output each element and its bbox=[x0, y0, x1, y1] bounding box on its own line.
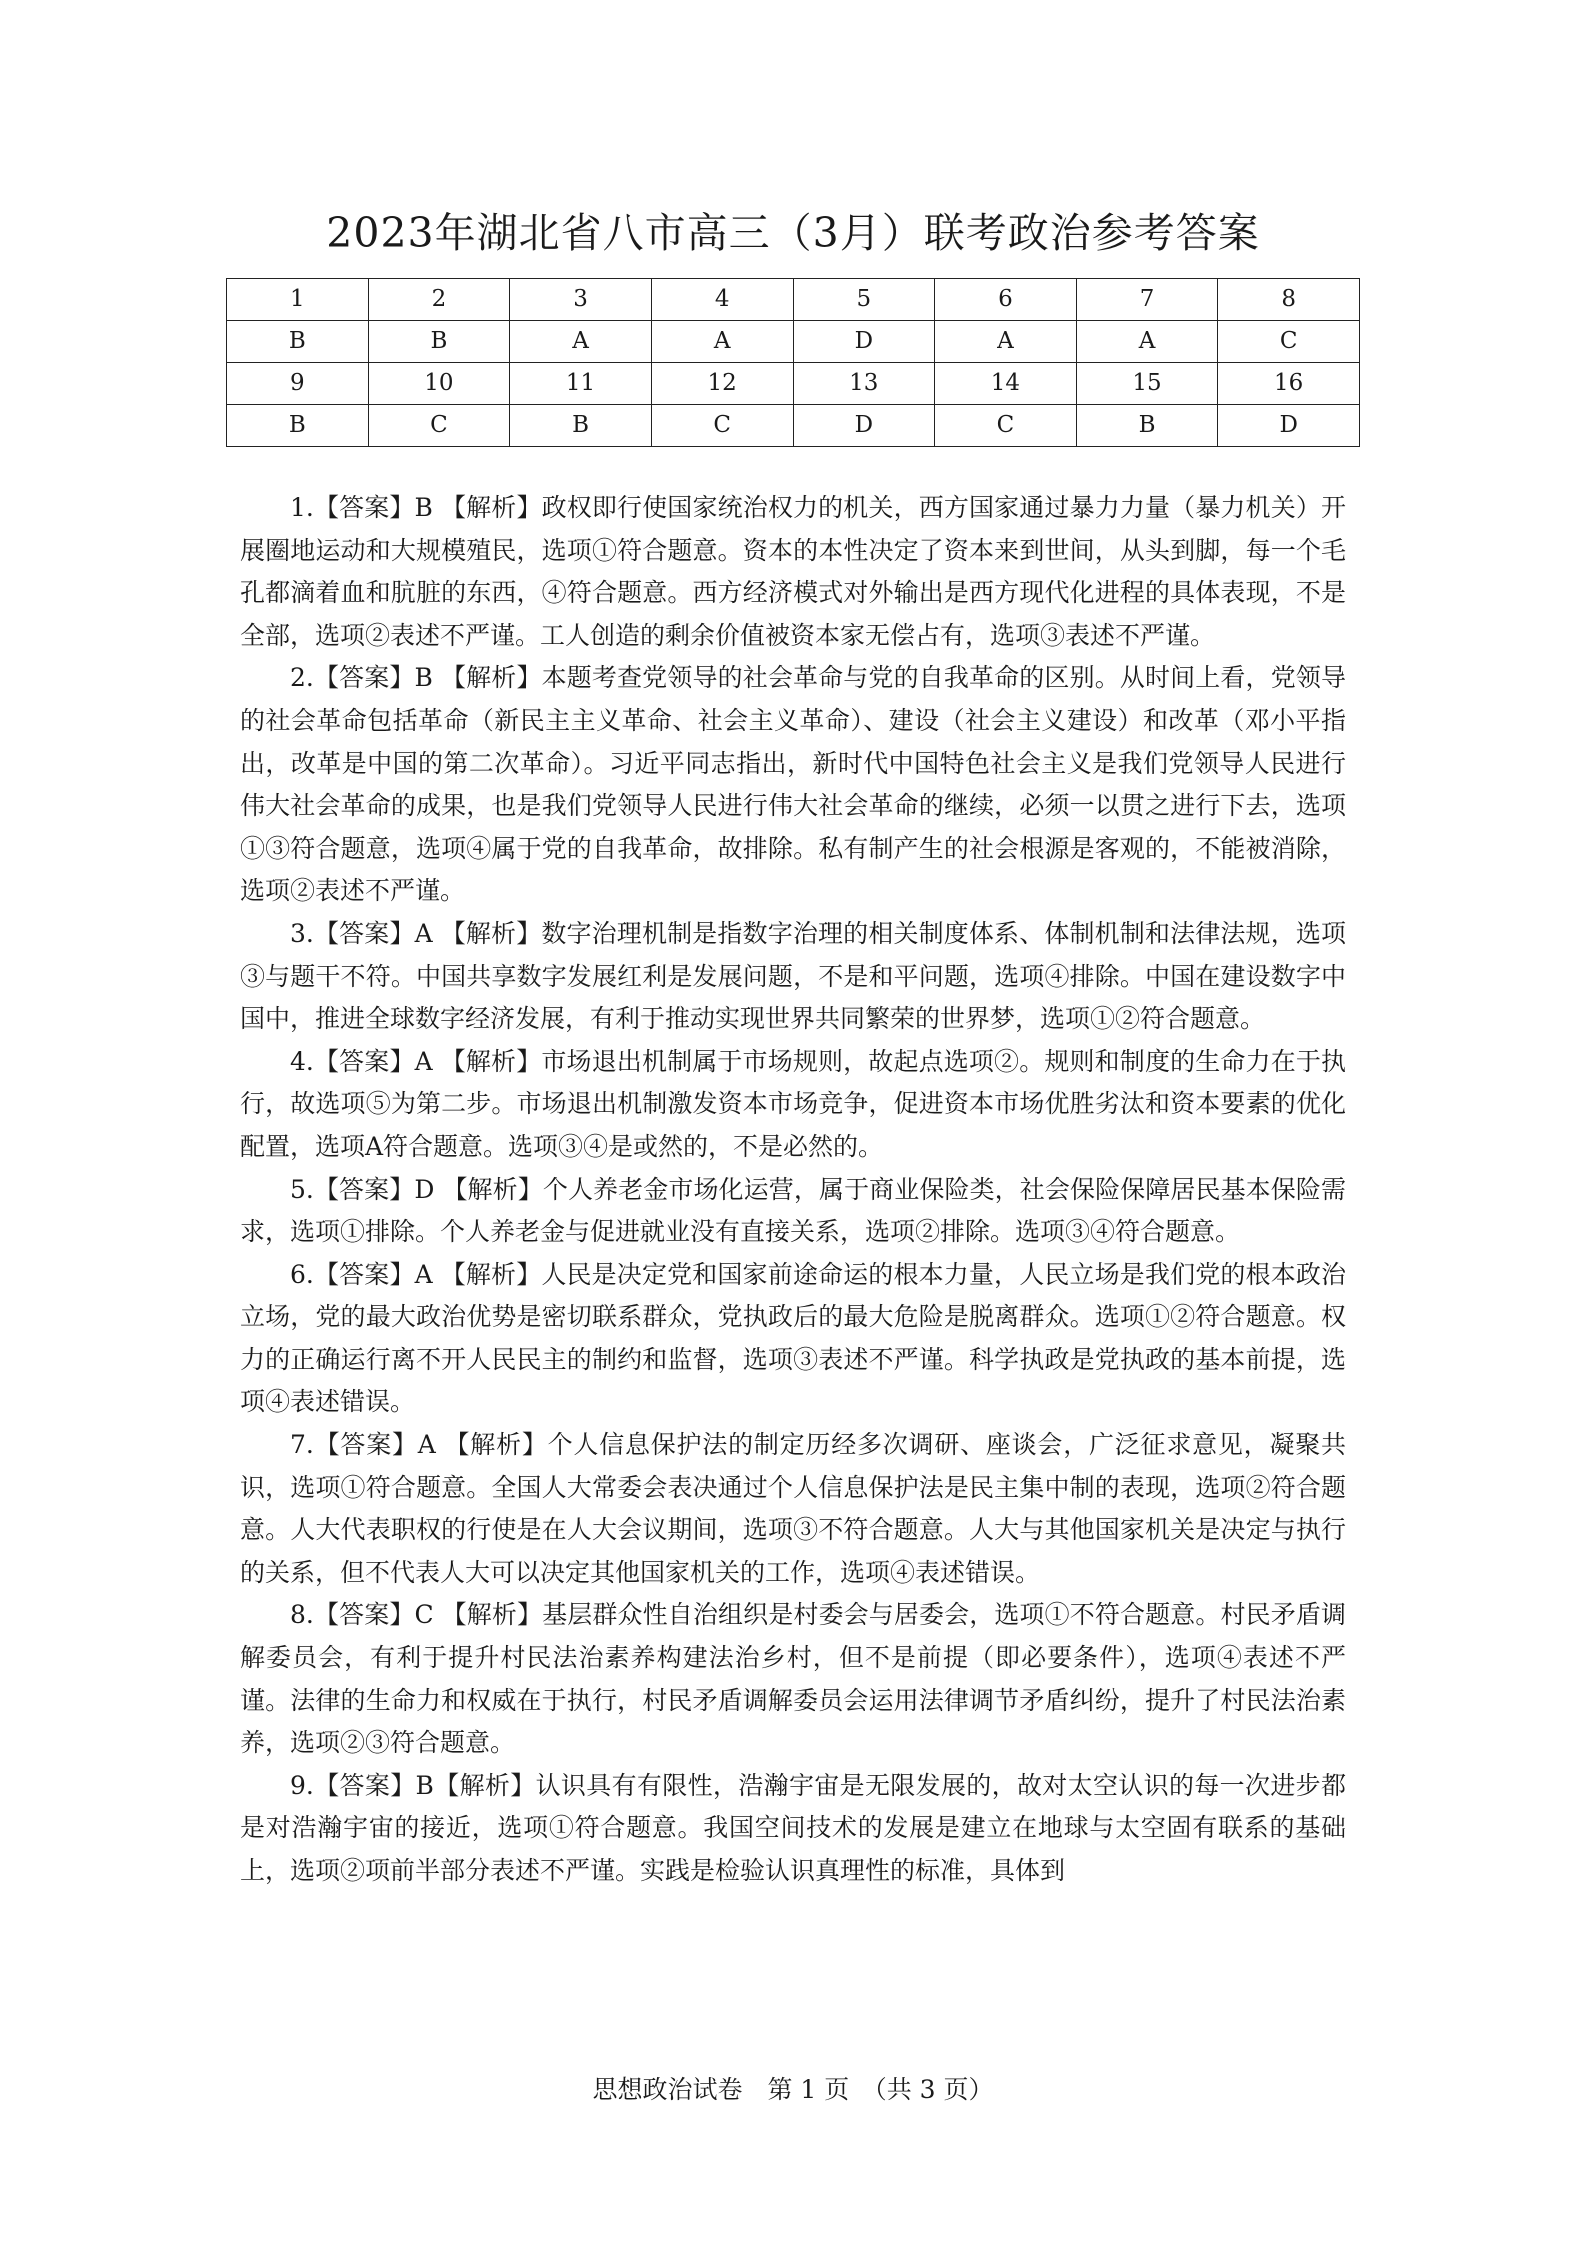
explanation-paragraph: 8.【答案】C 【解析】基层群众性自治组织是村委会与居委会，选项①不符合题意。村民矛盾调解委员会，有利于提升村民法治素养构建法治乡村，但不是前提（即必要条件），选项④表述不严谨。法律的生命力和权威在于执行，村民矛盾调解委员会运用法律调节矛盾纠纷，提升了村民法治素养，选项②③符合题意。 bbox=[240, 1600, 1346, 1758]
table-cell: 9 bbox=[227, 363, 369, 405]
table-cell: 12 bbox=[651, 363, 793, 405]
table-cell: C bbox=[651, 405, 793, 447]
table-cell: 1 bbox=[227, 279, 369, 321]
table-cell: C bbox=[935, 405, 1077, 447]
table-row bbox=[227, 279, 1360, 321]
table-cell: A bbox=[510, 321, 652, 363]
answer-table bbox=[226, 278, 1360, 447]
page-title: 2023年湖北省八市高三（3月）联考政治参考答案 bbox=[326, 209, 1260, 257]
table-cell: 8 bbox=[1218, 279, 1360, 321]
table-cell: 15 bbox=[1076, 363, 1218, 405]
explanation-paragraph: 9.【答案】B【解析】认识具有有限性，浩瀚宇宙是无限发展的，故对太空认识的每一次进步都是对浩瀚宇宙的接近，选项①符合题意。我国空间技术的发展是建立在地球与太空固有联系的基础上，选项②项前半部分表述不严谨。实践是检验认识真理性的标准，具体到 bbox=[240, 1770, 1346, 1885]
table-cell: 4 bbox=[651, 279, 793, 321]
explanation-section bbox=[240, 487, 1346, 1893]
table-cell: 7 bbox=[1076, 279, 1218, 321]
table-cell: B bbox=[227, 321, 369, 363]
table-cell: 16 bbox=[1218, 363, 1360, 405]
explanation-paragraph: 7.【答案】A 【解析】个人信息保护法的制定历经多次调研、座谈会，广泛征求意见，凝聚共识，选项①符合题意。全国人大常委会表决通过个人信息保护法是民主集中制的表现，选项②符合题意。人大代表职权的行使是在人大会议期间，选项③不符合题意。人大与其他国家机关是决定与执行的关系，但不代表人大可以决定其他国家机关的工作，选项④表述错误。 bbox=[240, 1430, 1346, 1587]
table-cell: 10 bbox=[368, 363, 510, 405]
table-cell: A bbox=[651, 321, 793, 363]
explanation-paragraph: 4.【答案】A 【解析】市场退出机制属于市场规则，故起点选项②。规则和制度的生命力在于执行，故选项⑤为第二步。市场退出机制激发资本市场竞争，促进资本市场优胜劣汰和资本要素的优化配置，选项A符合题意。选项③④是或然的，不是必然的。 bbox=[240, 1046, 1346, 1161]
explanation-paragraph: 6.【答案】A 【解析】人民是决定党和国家前途命运的根本力量，人民立场是我们党的根本政治立场，党的最大政治优势是密切联系群众，党执政后的最大危险是脱离群众。选项①②符合题意。权力的正确运行离不开人民民主的制约和监督，选项③表述不严谨。科学执政是党执政的基本前提，选项④表述错误。 bbox=[240, 1259, 1346, 1417]
table-cell: 11 bbox=[510, 363, 652, 405]
page-footer: 思想政治试卷 第 1 页 （共 3 页） bbox=[592, 2075, 994, 2104]
table-cell: A bbox=[935, 321, 1077, 363]
table-cell: B bbox=[1076, 405, 1218, 447]
table-cell: D bbox=[793, 321, 935, 363]
table-cell: B bbox=[510, 405, 652, 447]
table-row bbox=[227, 321, 1360, 363]
explanation-paragraph: 1.【答案】B 【解析】政权即行使国家统治权力的机关，西方国家通过暴力力量（暴力机关）开展圈地运动和大规模殖民，选项①符合题意。资本的本性决定了资本来到世间，从头到脚，每一个毛孔都滴着血和肮脏的东西，④符合题意。西方经济模式对外输出是西方现代化进程的具体表现，不是全部，选项②表述不严谨。工人创造的剩余价值被资本家无偿占有，选项③表述不严谨。 bbox=[240, 493, 1346, 650]
table-cell: 6 bbox=[935, 279, 1077, 321]
table-row bbox=[227, 405, 1360, 447]
table-cell: 14 bbox=[935, 363, 1077, 405]
table-cell: D bbox=[793, 405, 935, 447]
table-cell: C bbox=[1218, 321, 1360, 363]
table-cell: C bbox=[368, 405, 510, 447]
explanation-paragraph: 2.【答案】B 【解析】本题考查党领导的社会革命与党的自我革命的区别。从时间上看，党领导的社会革命包括革命（新民主主义革命、社会主义革命）、建设（社会主义建设）和改革（邓小平指出，改革是中国的第二次革命）。习近平同志指出，新时代中国特色社会主义是我们党领导人民进行伟大社会革命的成果，也是我们党领导人民进行伟大社会革命的继续，必须一以贯之进行下去，选项①③符合题意，选项④属于党的自我革命，故排除。私有制产生的社会根源是客观的，不能被消除，选项②表述不严谨。 bbox=[240, 663, 1346, 906]
table-cell: D bbox=[1218, 405, 1360, 447]
explanation-paragraph: 5.【答案】D 【解析】个人养老金市场化运营，属于商业保险类，社会保险保障居民基本保险需求，选项①排除。个人养老金与促进就业没有直接关系，选项②排除。选项③④符合题意。 bbox=[240, 1174, 1346, 1247]
table-cell: 5 bbox=[793, 279, 935, 321]
table-cell: B bbox=[227, 405, 369, 447]
explanation-paragraph: 3.【答案】A 【解析】数字治理机制是指数字治理的相关制度体系、体制机制和法律法规，选项③与题干不符。中国共享数字发展红利是发展问题，不是和平问题，选项④排除。中国在建设数字中国中，推进全球数字经济发展，有利于推动实现世界共同繁荣的世界梦，选项①②符合题意。 bbox=[240, 918, 1346, 1034]
table-cell: 2 bbox=[368, 279, 510, 321]
table-row bbox=[227, 363, 1360, 405]
table-cell: B bbox=[368, 321, 510, 363]
table-cell: A bbox=[1076, 321, 1218, 363]
table-cell: 13 bbox=[793, 363, 935, 405]
table-cell: 3 bbox=[510, 279, 652, 321]
